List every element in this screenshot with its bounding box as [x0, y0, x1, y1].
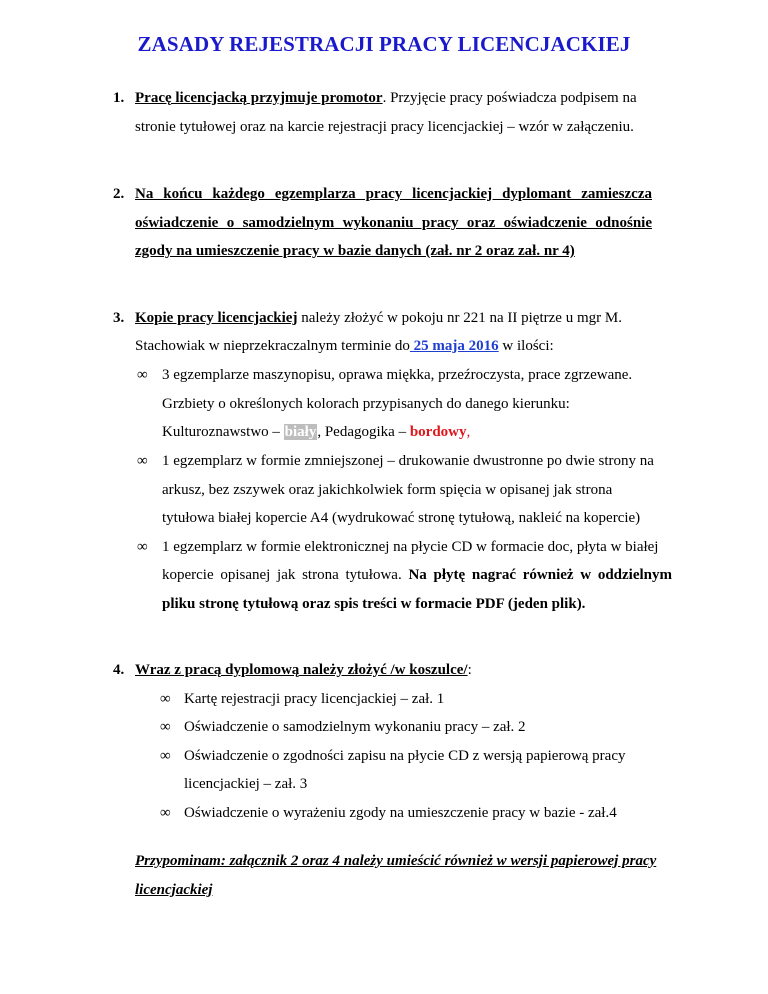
section-3-bullet-2-line-1: 1 egzemplarz w formie zmniejszonej – drukowanie dwustronne po dwie strony na	[162, 453, 654, 469]
section-3-bullet-3-bold: Na płytę nagrać również w oddzielnym	[408, 567, 672, 583]
section-1-line-2: stronie tytułowej oraz na karcie rejestracji pracy licencjackiej – wzór w załączeniu.	[135, 119, 634, 135]
bullet-icon: ∞	[137, 367, 148, 383]
section-2-line-1: Na końcu każdego egzemplarza pracy licencjackiej dyplomant zamieszcza	[135, 186, 652, 202]
color-white-label: biały	[284, 424, 317, 440]
section-1-text-1: . Przyjęcie pracy poświadcza podpisem na	[382, 90, 637, 106]
reminder-line-1: Przypominam: załącznik 2 oraz 4 należy umieścić również w wersji papierowej pracy	[135, 853, 657, 869]
section-4-item-2: Oświadczenie o samodzielnym wykonaniu pracy – zał. 2	[184, 719, 526, 735]
section-3-bullet-1-line-3	[162, 424, 470, 441]
section-1-line-1	[135, 90, 637, 107]
section-3-bullet-3-line-3: pliku stronę tytułową oraz spis treści w formacie PDF (jeden plik).	[162, 596, 586, 612]
section-3-bullet-3-line-1: 1 egzemplarz w formie elektronicznej na płycie CD w formacie doc, płyta w białej	[162, 539, 659, 555]
section-4-item-3-line-1: Oświadczenie o zgodności zapisu na płycie CD z wersją papierową pracy	[184, 748, 626, 764]
reminder-line-2: licencjackiej	[135, 882, 213, 898]
color-maroon-label: bordowy	[409, 424, 467, 440]
bullet-icon: ∞	[160, 748, 171, 764]
document-title: ZASADY REJESTRACJI PRACY LICENCJACKIEJ	[137, 32, 631, 56]
section-3-bullet-3-line-2	[162, 567, 672, 584]
section-3-bullet-2-line-2: arkusz, bez zszywek oraz jakichkolwiek form spięcia w opisanej jak strona	[162, 482, 613, 498]
color-maroon-comma: ,	[466, 424, 471, 440]
section-1-number: 1.	[113, 90, 125, 106]
section-3-bullet-2-line-3: tytułowa białej kopercie A4 (wydrukować stronę tytułową, nakleić na kopercie)	[162, 510, 641, 526]
section-2-line-2: oświadczenie o samodzielnym wykonaniu pracy oraz oświadczenie odnośnie	[135, 215, 652, 231]
section-3-text-1: należy złożyć w pokoju nr 221 na II piętrze u mgr M.	[297, 310, 622, 326]
section-2-line-3: zgody na umieszczenie pracy w bazie danych (zał. nr 2 oraz zał. nr 4)	[135, 243, 575, 259]
bullet-icon: ∞	[137, 539, 148, 555]
section-3-bullet-3-text: kopercie opisanej jak strona tytułowa.	[162, 567, 409, 583]
section-4-number: 4.	[113, 662, 125, 678]
section-3-number: 3.	[113, 310, 125, 326]
section-4-line-1	[135, 662, 472, 679]
section-3-text-2: Stachowiak w nieprzekraczalnym terminie do	[135, 338, 410, 354]
section-3-line-1	[135, 310, 622, 327]
pedagogika-label: , Pedagogika –	[317, 424, 410, 440]
bullet-icon: ∞	[160, 719, 171, 735]
section-2-number: 2.	[113, 186, 125, 202]
bullet-icon: ∞	[160, 691, 171, 707]
section-4-item-4: Oświadczenie o wyrażeniu zgody na umieszczenie pracy w bazie - zał.4	[184, 805, 617, 821]
section-3-text-2-after: w ilości:	[498, 338, 554, 354]
section-4-item-1: Kartę rejestracji pracy licencjackiej – zał. 1	[184, 691, 445, 707]
bullet-icon: ∞	[160, 805, 171, 821]
section-1-lead: Pracę licencjacką przyjmuje promotor	[135, 90, 383, 106]
deadline-date: 25 maja 2016	[409, 338, 499, 354]
section-3-line-2	[135, 338, 554, 355]
section-4-lead: Wraz z pracą dyplomową należy złożyć /w koszulce/	[135, 662, 468, 678]
section-3-bullet-1-line-2: Grzbiety o określonych kolorach przypisanych do danego kierunku:	[162, 396, 570, 412]
section-3-bullet-1-line-1: 3 egzemplarze maszynopisu, oprawa miękka, przeźroczysta, prace zgrzewane.	[162, 367, 633, 383]
bullet-icon: ∞	[137, 453, 148, 469]
section-4-lead-colon: :	[467, 662, 472, 678]
kulturoznawstwo-label: Kulturoznawstwo –	[162, 424, 284, 440]
section-3-lead: Kopie pracy licencjackiej	[135, 310, 298, 326]
section-4-item-3-line-2: licencjackiej – zał. 3	[184, 776, 308, 792]
